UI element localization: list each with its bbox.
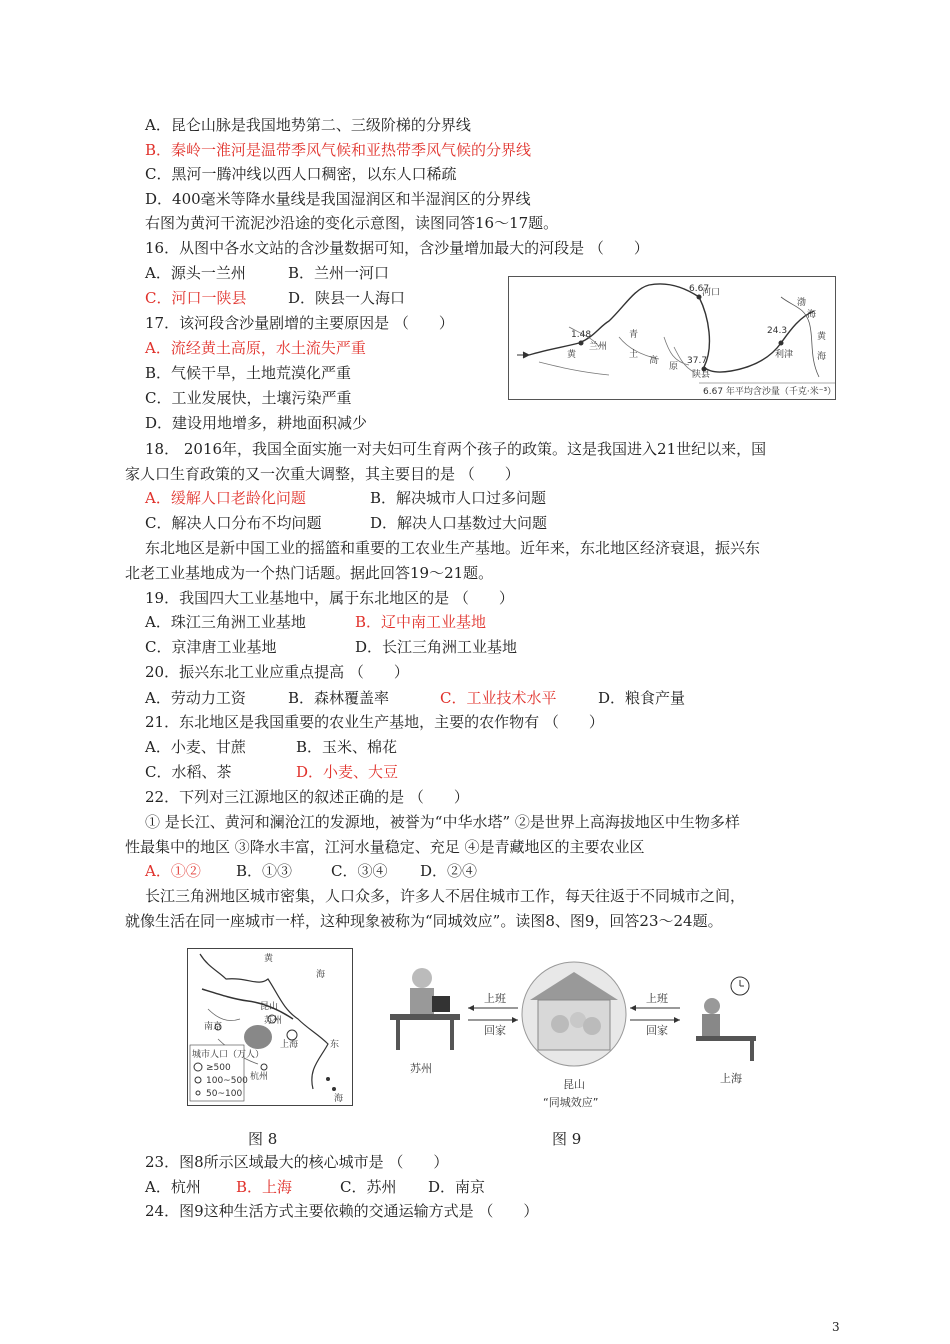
svg-text:上班: 上班	[646, 992, 668, 1005]
svg-text:上海: 上海	[280, 1040, 299, 1050]
text-line: D．粮食产量	[598, 689, 686, 707]
map-legend: 6.67 年平均含沙量（千克·米⁻³）	[703, 387, 835, 397]
yellow-river-map	[508, 276, 836, 400]
text-line: A．小麦、甘蔗	[145, 738, 246, 756]
svg-text:海: 海	[334, 1094, 344, 1104]
text-line: B．玉米、棉花	[296, 738, 398, 756]
text-line: B．兰州一河口	[288, 264, 390, 282]
answer-line: A．①②	[145, 862, 201, 880]
answer-line: A．缓解人口老龄化问题	[145, 489, 306, 507]
page-number: 3	[832, 1320, 840, 1334]
svg-text:≥500: ≥500	[206, 1063, 231, 1073]
svg-text:城市人口（万人）: 城市人口（万人）	[192, 1050, 265, 1060]
text-line: B．解决城市人口过多问题	[370, 489, 547, 507]
svg-text:黄: 黄	[817, 332, 827, 342]
svg-text:南京: 南京	[204, 1022, 223, 1032]
figure-9-caption: 图 9	[552, 1130, 582, 1148]
text-line: 23．图8所示区域最大的核心城市是 （ ）	[145, 1153, 449, 1171]
figure-8-map	[187, 948, 353, 1106]
text-line: 家人口生育政策的又一次重大调整，其主要目的是 （ ）	[125, 465, 520, 483]
answer-line: B．辽中南工业基地	[355, 613, 487, 631]
svg-text:东: 东	[330, 1040, 340, 1050]
svg-text:黄: 黄	[264, 954, 274, 964]
text-line: 就像生活在同一座城市一样，这种现象被称为“同城效应”。读图8、图9，回答23～24题。	[125, 912, 723, 930]
answer-line: B．上海	[236, 1178, 293, 1196]
text-line: 21．东北地区是我国重要的农业生产基地，主要的农作物有 （ ）	[145, 713, 604, 731]
text-line: D．解决人口基数过大问题	[370, 514, 548, 532]
svg-text:高: 高	[649, 356, 659, 366]
text-line: 16．从图中各水文站的含沙量数据可知，含沙量增加最大的河段是 （ ）	[145, 239, 649, 257]
svg-text:回家: 回家	[646, 1024, 668, 1037]
svg-text:昆山: 昆山	[260, 1002, 279, 1012]
text-line: 19．我国四大工业基地中，属于东北地区的是 （ ）	[145, 589, 514, 607]
svg-text:100~500: 100~500	[206, 1076, 248, 1086]
text-line: 17．该河段含沙量剧增的主要原因是 （ ）	[145, 314, 454, 332]
text-line: D．长江三角洲工业基地	[355, 638, 518, 656]
text-line: 长江三角洲地区城市密集，人口众多，许多人不居住城市工作，每天往返于不同城市之间，	[145, 887, 746, 905]
svg-text:黄: 黄	[567, 350, 577, 360]
svg-text:兰州: 兰州	[589, 342, 608, 352]
text-line: C．苏州	[340, 1178, 397, 1196]
station-label: 6.67	[689, 284, 710, 294]
svg-text:海: 海	[807, 310, 817, 320]
text-line: C．解决人口分布不均问题	[145, 514, 322, 532]
station-label: 1.48	[571, 330, 592, 340]
svg-text:50~100: 50~100	[206, 1089, 243, 1099]
svg-text:回家: 回家	[484, 1024, 506, 1037]
text-line: 22．下列对三江源地区的叙述正确的是 （ ）	[145, 788, 469, 806]
svg-text:河口: 河口	[702, 288, 721, 298]
text-line: C．京津唐工业基地	[145, 638, 277, 656]
svg-text:陕县: 陕县	[692, 370, 711, 380]
text-line: 24．图9这种生活方式主要依赖的交通运输方式是 （ ）	[145, 1202, 539, 1220]
svg-text:“同城效应”: “同城效应”	[543, 1096, 599, 1109]
text-line: ① 是长江、黄河和澜沧江的发源地，被誉为“中华水塔” ②是世界上高海拔地区中生物多样	[145, 813, 740, 831]
text-line: B．气候干旱，土地荒漠化严重	[145, 364, 352, 382]
text-line: B．森林覆盖率	[288, 689, 390, 707]
text-line: B．①③	[236, 862, 293, 880]
figure-9-diagram	[380, 950, 780, 1112]
svg-text:土: 土	[629, 350, 639, 360]
svg-text:利津: 利津	[775, 350, 794, 360]
text-line: A．昆仑山脉是我国地势第二、三级阶梯的分界线	[145, 116, 471, 134]
text-line: D．②④	[420, 862, 478, 880]
text-line: 20．振兴东北工业应重点提高 （ ）	[145, 663, 409, 681]
text-line: C．黑河一腾冲线以西人口稠密，以东人口稀疏	[145, 165, 457, 183]
text-line: D．400毫米等降水量线是我国湿润区和半湿润区的分界线	[145, 190, 531, 208]
svg-text:海: 海	[817, 352, 827, 362]
answer-line: C．工业技术水平	[440, 689, 557, 707]
answer-line: D．小麦、大豆	[296, 763, 399, 781]
text-line: D．南京	[428, 1178, 486, 1196]
station-label: 24.3	[767, 326, 788, 336]
svg-text:苏州: 苏州	[264, 1016, 283, 1026]
answer-line: B．秦岭一淮河是温带季风气候和亚热带季风气候的分界线	[145, 141, 532, 159]
text-line: 性最集中的地区 ③降水丰富，江河水量稳定、充足 ④是青藏地区的主要农业区	[125, 838, 645, 856]
text-line: C．工业发展快，土壤污染严重	[145, 389, 352, 407]
text-line: A．源头一兰州	[145, 264, 246, 282]
svg-text:昆山: 昆山	[563, 1078, 585, 1091]
text-line: A．劳动力工资	[145, 689, 246, 707]
svg-text:青: 青	[629, 330, 639, 340]
svg-text:上班: 上班	[484, 992, 506, 1005]
svg-text:渤: 渤	[797, 298, 807, 308]
text-line: D．陕县一人海口	[288, 289, 406, 307]
svg-text:海: 海	[316, 970, 326, 980]
figure-8-caption: 图 8	[248, 1130, 278, 1148]
text-line: A．杭州	[145, 1178, 201, 1196]
answer-line: C．河口一陕县	[145, 289, 247, 307]
text-line: 右图为黄河干流泥沙沿途的变化示意图，读图同答16～17题。	[145, 214, 559, 232]
station-label: 37.7	[687, 356, 708, 366]
text-line: C．水稻、茶	[145, 763, 232, 781]
text-line: D．建设用地增多，耕地面积减少	[145, 414, 368, 432]
text-line: 东北地区是新中国工业的摇篮和重要的工农业生产基地。近年来，东北地区经济衰退，振兴东	[145, 539, 761, 557]
svg-text:原: 原	[669, 362, 679, 372]
text-line: 18． 2016年，我国全面实施一对夫妇可生育两个孩子的政策。这是我国进入21世纪以来，国	[145, 440, 767, 458]
svg-text:上海: 上海	[720, 1072, 742, 1085]
answer-line: A．流经黄土高原，水土流失严重	[145, 339, 366, 357]
text-line: A．珠江三角洲工业基地	[145, 613, 306, 631]
text-line: 北老工业基地成为一个热门话题。据此回答19～21题。	[125, 564, 494, 582]
text-line: C．③④	[331, 862, 388, 880]
svg-text:苏州: 苏州	[410, 1062, 432, 1075]
svg-text:杭州: 杭州	[250, 1072, 269, 1082]
